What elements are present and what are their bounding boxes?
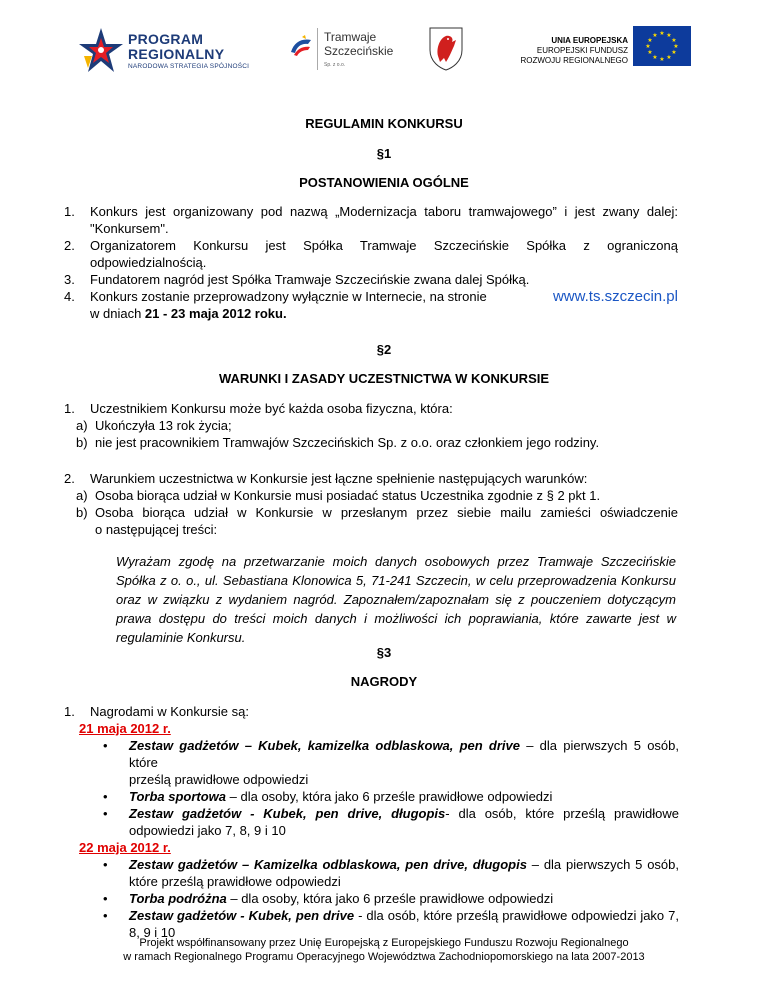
ts-line2: Szczecińskie: [324, 44, 394, 58]
s2-item-1-text: Uczestnikiem Konkursu może być każda osoba fizyczna, która:: [90, 401, 453, 416]
prize-3-desc: - dla osób, które prześlą prawidłowe: [445, 806, 679, 821]
svg-text:★: ★: [671, 49, 677, 56]
prize-item-1: • Zestaw gadżetów – Kubek, kamizelka odblaskowa, pen drive – dla pierwszych 5 osób, które prześlą prawidłowe odpowiedzi: [103, 738, 679, 787]
program-regionalny-logo: [78, 26, 258, 78]
prize-4-desc-line2: które prześlą prawidłowe odpowiedzi: [129, 874, 341, 889]
svg-text:★: ★: [666, 32, 672, 39]
s1-item-4: 4. Konkurs zostanie przeprowadzony wyłącznie w Internecie, na stronie www.ts.szczecin.pl w dniach 21 - 23 maja 2012 roku.: [64, 288, 678, 321]
s1-item-4-dates-prefix: w dniach: [90, 306, 145, 321]
consent-statement: Wyrażam zgodę na przetwarzanie moich danych osobowych przez Tramwaje Szczecińskie Spółka z o. o., ul. Sebastiana Klonowica 5, 71-241 Szczecin, w celu przeprowadzenia Konkursu oraz w związku z wydaniem nagród. Zapoznałem/zapoznałam się z pouczeniem dotyczącym prawa dostępu do treści moich danych i możliwości ich poprawiania, które zawarte jest w regulaminie Konkursu.: [116, 554, 676, 645]
prize-date-1: 21 maja 2012 r.: [79, 721, 171, 736]
s2-item-2a: Osoba biorąca udział w Konkursie musi posiadać status Uczestnika zgodnie z § 2 pkt 1.: [95, 488, 601, 503]
ue-line2: EUROPEJSKI FUNDUSZ: [536, 46, 628, 55]
prize-4-name: Zestaw gadżetów – Kamizelka odblaskowa, pen drive, długopis: [129, 857, 527, 872]
svg-text:★: ★: [647, 37, 653, 44]
star-logo-icon: [78, 26, 124, 76]
prize-item-3: • Zestaw gadżetów - Kubek, pen drive, długopis- dla osób, które prześlą prawidłowe odpowiedzi jako 7, 8, 9 i 10: [103, 806, 679, 838]
ts-emblem-icon: [288, 34, 314, 60]
prize-3-name: Zestaw gadżetów - Kubek, pen drive, długopis: [129, 806, 446, 821]
prize-5-desc: – dla osoby, która jako 6 prześle prawidłowe odpowiedzi: [226, 891, 554, 906]
footer-line1: Projekt współfinansowany przez Unię Europejską z Europejskiego Funduszu Rozwoju Regionalnego: [139, 937, 629, 949]
s2-item-2-text: Warunkiem uczestnictwa w Konkursie jest łączne spełnienie następujących warunków:: [90, 471, 588, 486]
prize-item-6: • Zestaw gadżetów - Kubek, pen drive - dla osób, które prześlą prawidłowe odpowiedzi jako 7, 8, 9 i 10: [103, 908, 679, 940]
s2-item-1a: Ukończyła 13 rok życia;: [95, 418, 232, 433]
s1-item-1-line1: Konkurs jest organizowany pod nazwą „Modernizacja taboru tramwajowego” i jest zwany dalej:: [90, 204, 678, 219]
ts-small: Sp. z o.o.: [324, 62, 346, 68]
s1-item-1-line2: "Konkursem".: [90, 221, 169, 236]
eu-flag-icon: [633, 26, 691, 66]
s1-item-2-line2: odpowiedzialnością.: [90, 255, 207, 270]
prize-1-desc: – dla pierwszych 5 osób, które: [129, 738, 679, 770]
pr-line3: NARODOWA STRATEGIA SPÓJNOŚCI: [128, 63, 250, 70]
section-2-heading: WARUNKI I ZASADY UCZESTNICTWA W KONKURSIE: [218, 371, 550, 386]
s2-item-1: 1. Uczestnikiem Konkursu może być każda osoba fizyczna, która: a) Ukończyła 13 rok życia; b) nie jest pracownikiem Tramwajów Szczecińskich Sp. z o.o. oraz członkiem jego rodziny.: [90, 400, 678, 451]
section-3-heading: NAGRODY: [350, 674, 418, 689]
s2-item-2b-line2: o następującej treści:: [95, 522, 218, 537]
prize-6-desc-line2: 8, 9 i 10: [129, 925, 176, 940]
s1-item-4-dates: 21 - 23 maja 2012 roku.: [144, 306, 287, 321]
prize-item-4: • Zestaw gadżetów – Kamizelka odblaskowa, pen drive, długopis – dla pierwszych 5 osób, które prześlą prawidłowe odpowiedzi: [103, 857, 679, 889]
prize-1-desc-line2: prześlą prawidłowe odpowiedzi: [129, 772, 309, 787]
section-3-mark: §3: [376, 645, 392, 660]
s2-item-2b-line1: Osoba biorąca udział w Konkursie w przesłanym przez siebie mailu zamieści oświadczenie: [95, 505, 678, 520]
prize-1-name: Zestaw gadżetów – Kubek, kamizelka odblaskowa, pen drive: [129, 738, 521, 753]
svg-text:★: ★: [673, 43, 679, 50]
svg-text:★: ★: [647, 49, 653, 56]
s3-item-1: 1. Nagrodami w Konkursie są:: [90, 703, 678, 720]
s2-item-1b: nie jest pracownikiem Tramwajów Szczecińskich Sp. z o.o. oraz członkiem jego rodziny.: [95, 435, 600, 450]
prize-date-2: 22 maja 2012 r.: [79, 840, 171, 855]
s1-item-2: 2. Organizatorem Konkursu jest Spółka Tramwaje Szczecińskie Spółka z ograniczoną odpowiedzialnością.: [64, 238, 678, 270]
svg-text:★: ★: [659, 56, 665, 63]
svg-text:★: ★: [645, 43, 651, 50]
s1-item-3: 3. Fundatorem nagród jest Spółka Tramwaje Szczecińskie zwana dalej Spółką.: [90, 271, 678, 288]
prize-3-desc-line2: odpowiedzi jako 7, 8, 9 i 10: [129, 823, 286, 838]
footer-line2: w ramach Regionalnego Programu Operacyjnego Województwa Zachodniopomorskiego na lata 2007-2013: [123, 951, 645, 963]
s1-item-2-line1: Organizatorem Konkursu jest Spółka Tramwaje Szczecińskie Spółka z ograniczoną: [90, 238, 678, 253]
s1-item-1: 1. Konkurs jest organizowany pod nazwą „Modernizacja taboru tramwajowego” i jest zwany dalej: "Konkursem".: [64, 204, 678, 236]
prize-6-name: Zestaw gadżetów - Kubek, pen drive: [129, 908, 355, 923]
s1-item-4-text: Konkurs zostanie przeprowadzony wyłącznie w Internecie, na stronie: [90, 289, 487, 304]
svg-text:★: ★: [659, 30, 665, 37]
s1-item-3-line1: Fundatorem nagród jest Spółka Tramwaje Szczecińskie zwana dalej Spółką.: [90, 272, 530, 287]
ue-line3: ROZWOJU REGIONALNEGO: [520, 56, 628, 65]
section-2-mark: §2: [376, 342, 392, 357]
page-footer: [0, 936, 768, 964]
prize-6-desc: - dla osób, które prześlą prawidłowe odpowiedzi jako 7,: [354, 908, 679, 923]
ts-line1: Tramwaje: [324, 30, 377, 44]
svg-text:★: ★: [652, 32, 658, 39]
s3-item-1-text: Nagrodami w Konkursie są:: [90, 704, 249, 719]
prize-item-2: • Torba sportowa – dla osoby, która jako 6 prześle prawidłowe odpowiedzi: [103, 789, 553, 804]
prize-5-name: Torba podróżna: [129, 891, 227, 906]
s2-item-2: 2. Warunkiem uczestnictwa w Konkursie jest łączne spełnienie następujących warunków: a) Osoba biorąca udział w Konkursie musi posiadać status Uczestnika zgodnie z § 2 pkt 1. b) Osoba biorąca udział w Konkursie w przesłanym przez siebie mailu zamieści oświadczenie o następującej treści:: [64, 471, 678, 537]
svg-text:★: ★: [666, 54, 672, 61]
section-1-heading: POSTANOWIENIA OGÓLNE: [299, 175, 469, 190]
prize-item-5: • Torba podróżna – dla osoby, która jako 6 prześle prawidłowe odpowiedzi: [103, 891, 554, 906]
document-title: REGULAMIN KONKURSU: [305, 116, 463, 131]
griffin-crest-icon: [428, 26, 464, 72]
prize-4-desc: – dla pierwszych 5 osób,: [526, 857, 679, 872]
pr-line2: REGIONALNY: [128, 46, 225, 62]
ue-line1: UNIA EUROPEJSKA: [551, 36, 628, 45]
section-1-mark: §1: [376, 146, 392, 161]
prizes-list: [79, 720, 679, 941]
pr-line1: PROGRAM: [128, 31, 204, 47]
website-link[interactable]: www.ts.szczecin.pl: [552, 288, 678, 305]
eu-fund-text: [498, 36, 628, 66]
tramwaje-szczecinskie-logo: [288, 26, 408, 76]
prize-2-desc: – dla osoby, która jako 6 prześle prawidłowe odpowiedzi: [226, 789, 553, 804]
svg-text:★: ★: [671, 37, 677, 44]
prize-2-name: Torba sportowa: [129, 789, 227, 804]
svg-text:★: ★: [652, 54, 658, 61]
